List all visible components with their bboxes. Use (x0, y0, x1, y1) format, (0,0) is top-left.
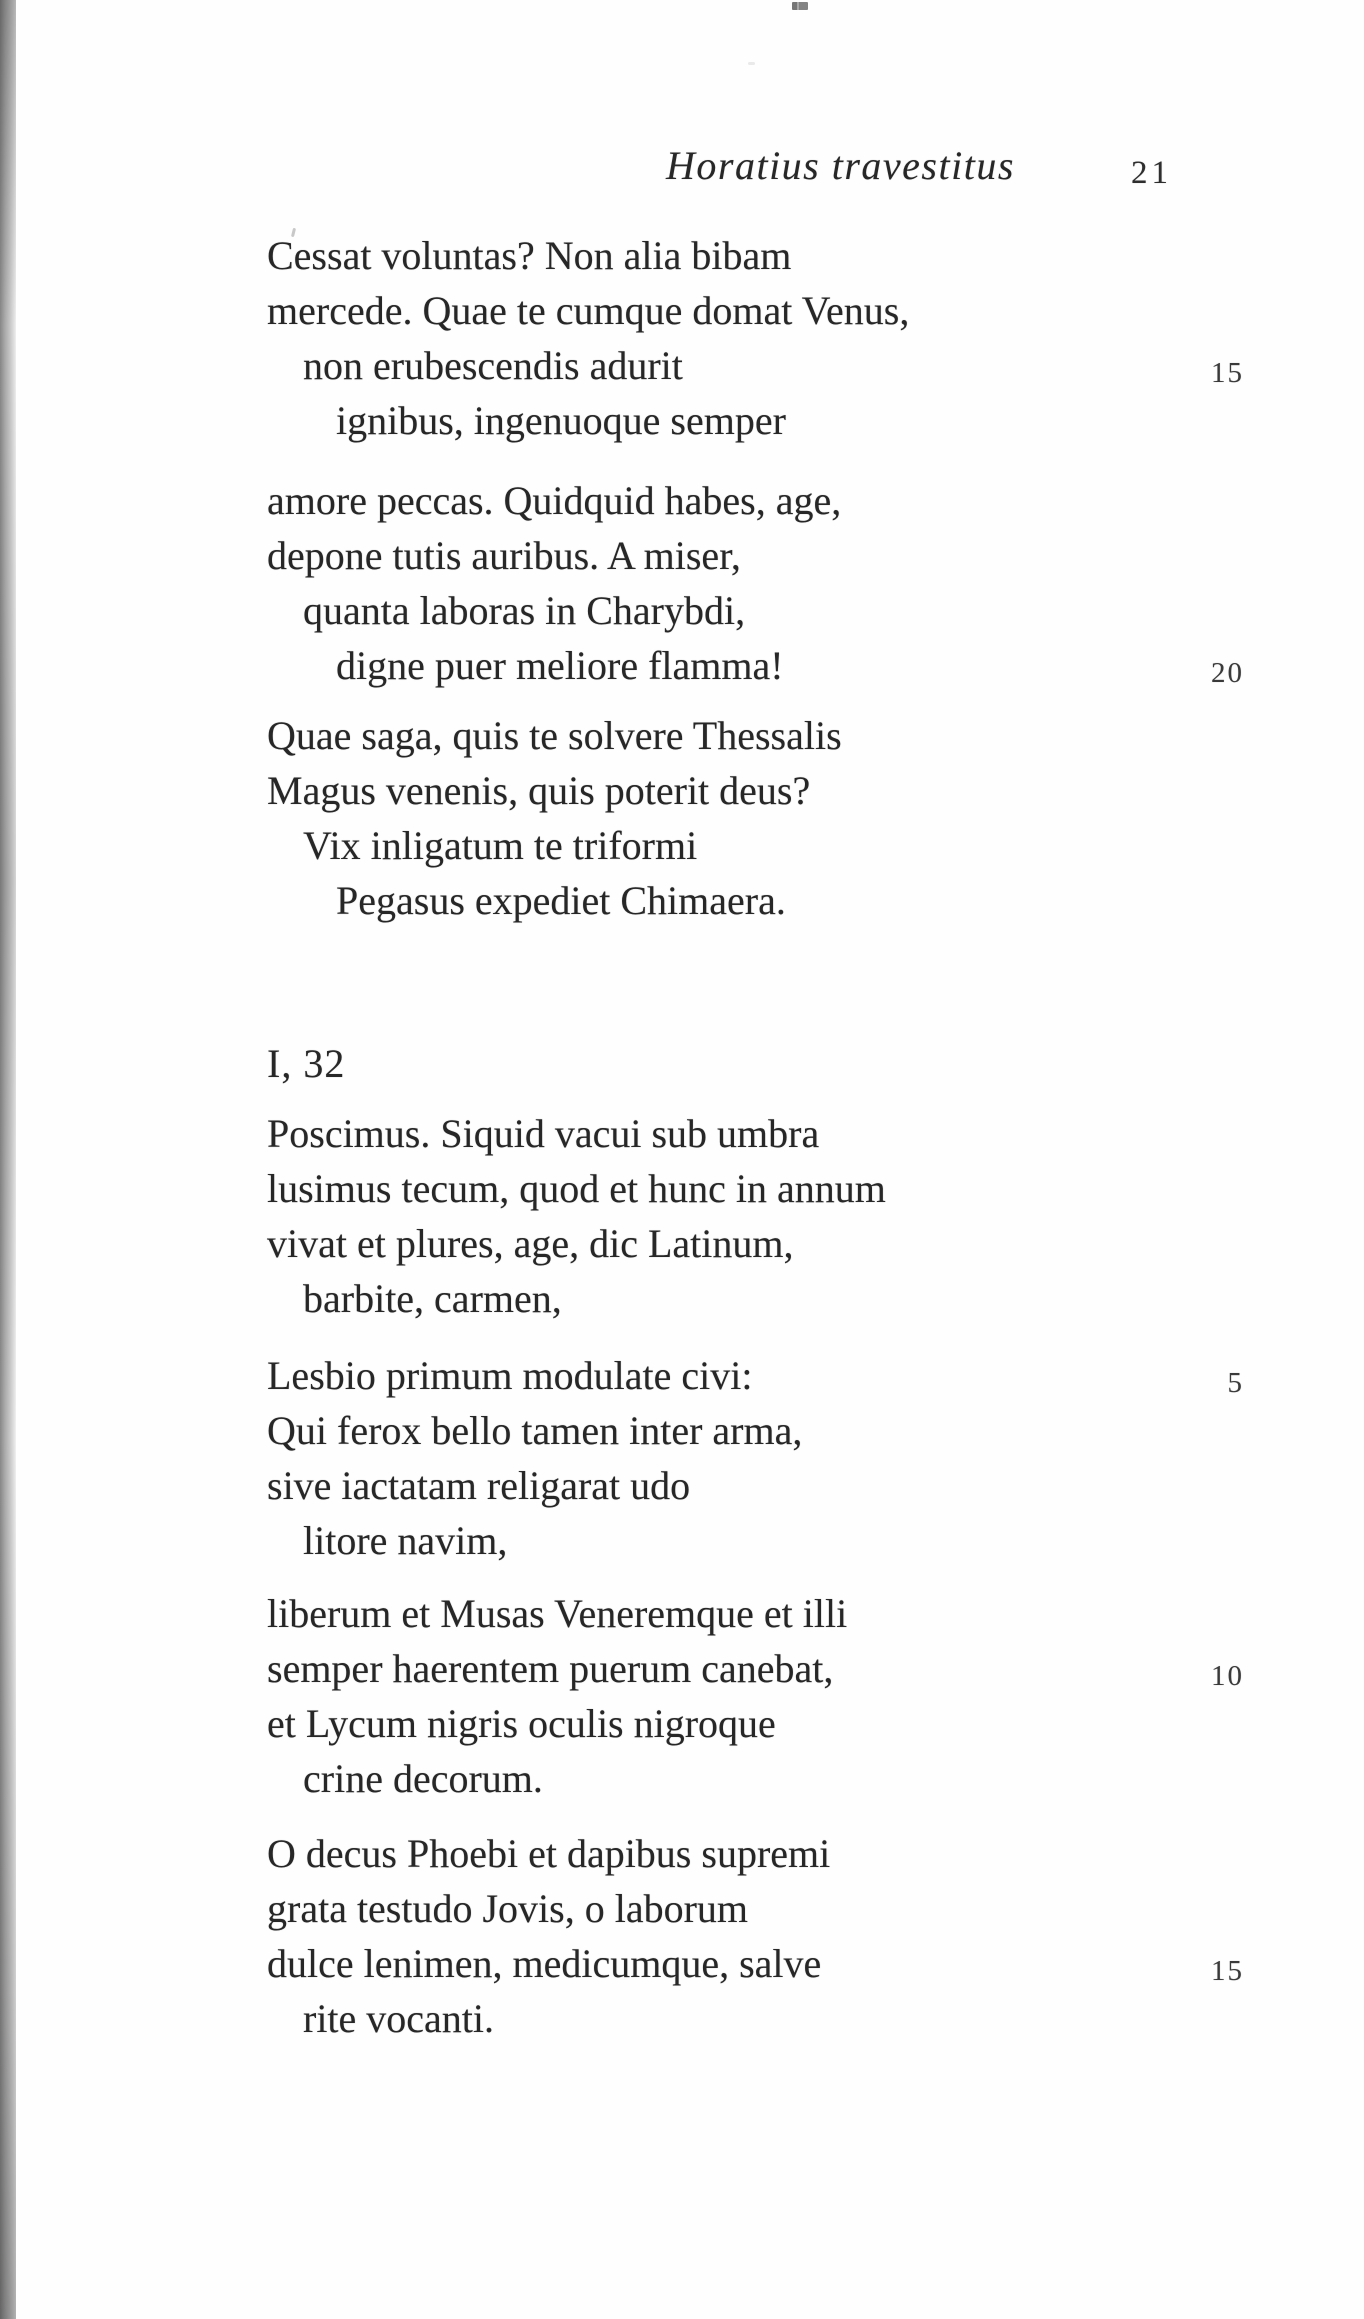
verse-line (0, 708, 1364, 763)
verse-text: Magus venenis, quis poterit deus? (267, 768, 811, 813)
verse-line (0, 1403, 1364, 1458)
verse-text: dulce lenimen, medicumque, salve (267, 1941, 822, 1986)
verse-line (0, 228, 1364, 283)
running-title: Horatius travestitus (666, 143, 1015, 188)
verse-line (0, 1641, 1364, 1696)
verse-line (0, 583, 1364, 638)
verse-text: Cessat voluntas? Non alia bibam (267, 233, 792, 278)
line-number: 15 (1211, 1955, 1244, 1987)
verse-line (0, 763, 1364, 818)
verse-text: lusimus tecum, quod et hunc in annum (267, 1166, 886, 1211)
verse-line (0, 1826, 1364, 1881)
verse-text: quanta laboras in Charybdi, (303, 588, 746, 633)
verse-line (0, 1936, 1364, 1991)
verse-line (0, 818, 1364, 873)
page-number: 21 (1131, 155, 1172, 191)
line-number: 5 (1227, 1367, 1244, 1399)
section-heading: I, 32 (267, 1041, 346, 1086)
verse-text: amore peccas. Quidquid habes, age, (267, 478, 842, 523)
verse-text: et Lycum nigris oculis nigroque (267, 1701, 776, 1746)
verse-line (0, 638, 1364, 693)
verse-line (0, 1458, 1364, 1513)
verse-line (0, 1751, 1364, 1806)
verse-text: mercede. Quae te cumque domat Venus, (267, 288, 910, 333)
stanza (0, 473, 1364, 693)
verse-line (0, 528, 1364, 583)
verse-line (0, 873, 1364, 928)
verse-line (0, 283, 1364, 338)
verse-line (0, 1586, 1364, 1641)
verse-line (0, 338, 1364, 393)
verse-text: Vix inligatum te triformi (303, 823, 698, 868)
stanza (0, 228, 1364, 448)
scan-artifact-speck (748, 62, 755, 65)
verse-line (0, 1513, 1364, 1568)
line-number: 20 (1211, 657, 1244, 689)
verse-line (0, 1106, 1364, 1161)
verse-text: barbite, carmen, (303, 1276, 562, 1321)
verse-line (0, 1216, 1364, 1271)
verse-line (0, 1991, 1364, 2046)
verse-text: Pegasus expediet Chimaera. (336, 878, 786, 923)
verse-text: ignibus, ingenuoque semper (336, 398, 786, 443)
stanza (0, 1586, 1364, 1806)
verse-text: sive iactatam religarat udo (267, 1463, 691, 1508)
verse-text: non erubescendis adurit (303, 343, 683, 388)
verse-text: Quae saga, quis te solvere Thessalis (267, 713, 842, 758)
verse-text: grata testudo Jovis, o laborum (267, 1886, 749, 1931)
stanza (0, 1348, 1364, 1568)
verse-line (0, 473, 1364, 528)
verse-text: Poscimus. Siquid vacui sub umbra (267, 1111, 820, 1156)
verse-text: semper haerentem puerum canebat, (267, 1646, 834, 1691)
verse-text: Lesbio primum modulate civi: (267, 1353, 753, 1398)
verse-text: O decus Phoebi et dapibus supremi (267, 1831, 831, 1876)
scan-artifact-top-mark (792, 2, 808, 10)
stanza (0, 1826, 1364, 2046)
verse-text: digne puer meliore flamma! (336, 643, 784, 688)
verse-line (0, 1696, 1364, 1751)
verse-line (0, 393, 1364, 448)
verse-text: crine decorum. (303, 1756, 543, 1801)
verse-line (0, 1271, 1364, 1326)
line-number: 10 (1211, 1660, 1244, 1692)
verse-text: vivat et plures, age, dic Latinum, (267, 1221, 794, 1266)
stanza (0, 1106, 1364, 1326)
verse-line (0, 1348, 1364, 1403)
verse-line (0, 1161, 1364, 1216)
verse-text: liberum et Musas Veneremque et illi (267, 1591, 848, 1636)
line-number: 15 (1211, 357, 1244, 389)
verse-text: rite vocanti. (303, 1996, 495, 2041)
verse-text: litore navim, (303, 1518, 508, 1563)
verse-text: depone tutis auribus. A miser, (267, 533, 741, 578)
stanza (0, 708, 1364, 928)
verse-line (0, 1881, 1364, 1936)
verse-text: Qui ferox bello tamen inter arma, (267, 1408, 803, 1453)
